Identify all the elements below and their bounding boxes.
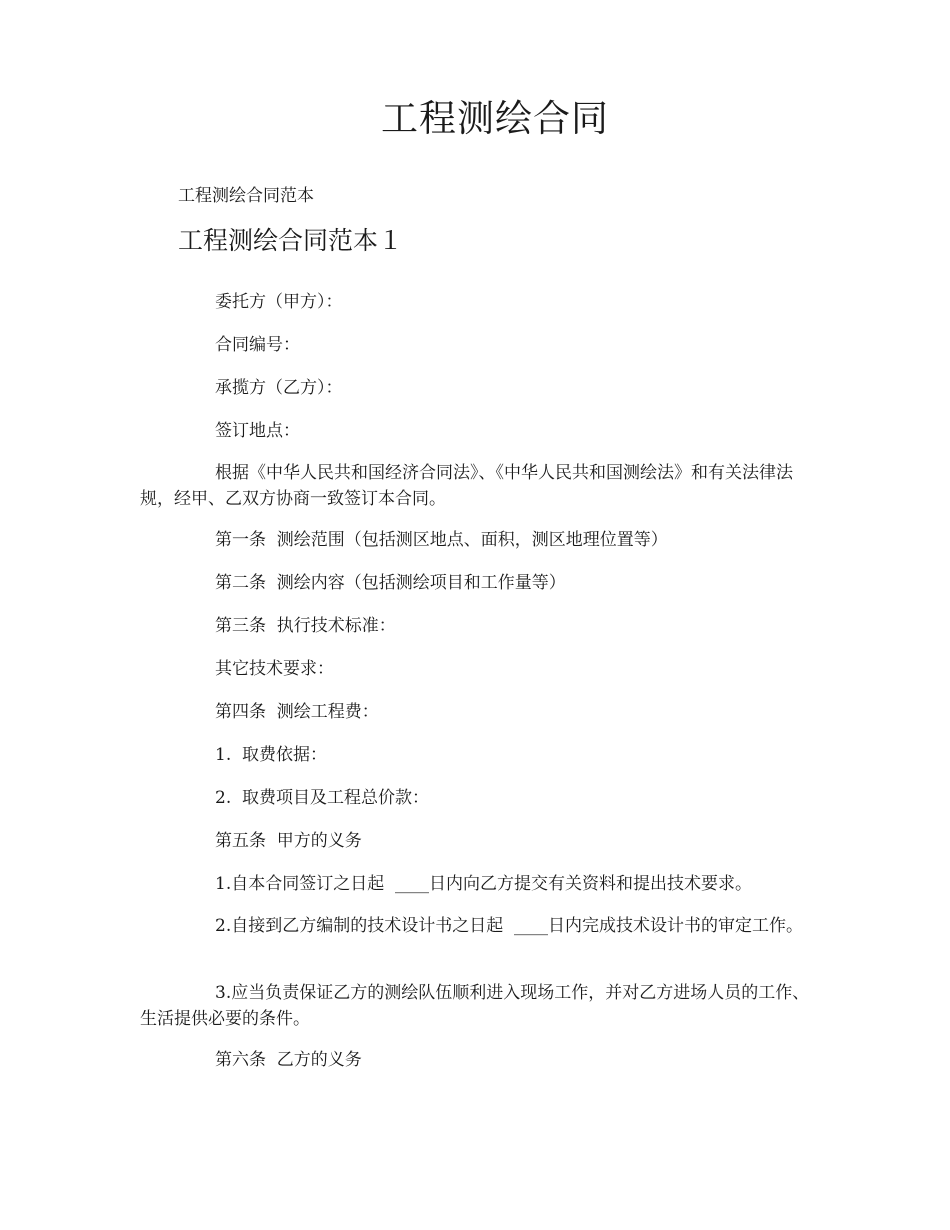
paragraph-fee-items: 2. 取费项目及工程总价款： bbox=[215, 788, 430, 808]
paragraph-article-4: 第四条 测绘工程费： bbox=[215, 702, 379, 722]
document-subtitle: 工程测绘合同范本 bbox=[178, 186, 314, 206]
paragraph-client: 委托方（甲方）： bbox=[215, 292, 343, 312]
section-heading: 工程测绘合同范本１ bbox=[178, 226, 404, 255]
document-title: 工程测绘合同 bbox=[381, 97, 609, 140]
paragraph-party-a-duty-1: 1.自本合同签订之日起 ____日内向乙方提交有关资料和提出技术要求。 bbox=[215, 874, 753, 894]
paragraph-other-requirements: 其它技术要求： bbox=[215, 659, 334, 679]
paragraph-contractor: 承揽方（乙方）： bbox=[215, 378, 343, 398]
paragraph-article-5: 第五条 甲方的义务 bbox=[215, 831, 362, 851]
paragraph-article-6: 第六条 乙方的义务 bbox=[215, 1050, 362, 1070]
paragraph-fee-basis: 1. 取费依据： bbox=[215, 745, 328, 765]
paragraph-signing-place: 签订地点： bbox=[215, 421, 300, 441]
paragraph-party-a-duty-3: 3.应当负责保证乙方的测绘队伍顺利进入现场工作，并对乙方进场人员的工作、生活提供必要的条件。 bbox=[140, 983, 810, 1029]
paragraph-article-3: 第三条 执行技术标准： bbox=[215, 616, 396, 636]
paragraph-article-2: 第二条 测绘内容（包括测绘项目和工作量等） bbox=[215, 573, 566, 593]
paragraph-preamble: 根据《中华人民共和国经济合同法》、《中华人民共和国测绘法》和有关法律法规，经甲、乙双方协商一致签订本合同。 bbox=[140, 463, 793, 509]
paragraph-party-a-duty-2: 2.自接到乙方编制的技术设计书之日起 ____日内完成技术设计书的审定工作。 bbox=[215, 916, 804, 936]
paragraph-contract-number: 合同编号： bbox=[215, 335, 300, 355]
paragraph-article-1: 第一条 测绘范围（包括测区地点、面积，测区地理位置等） bbox=[215, 530, 668, 550]
